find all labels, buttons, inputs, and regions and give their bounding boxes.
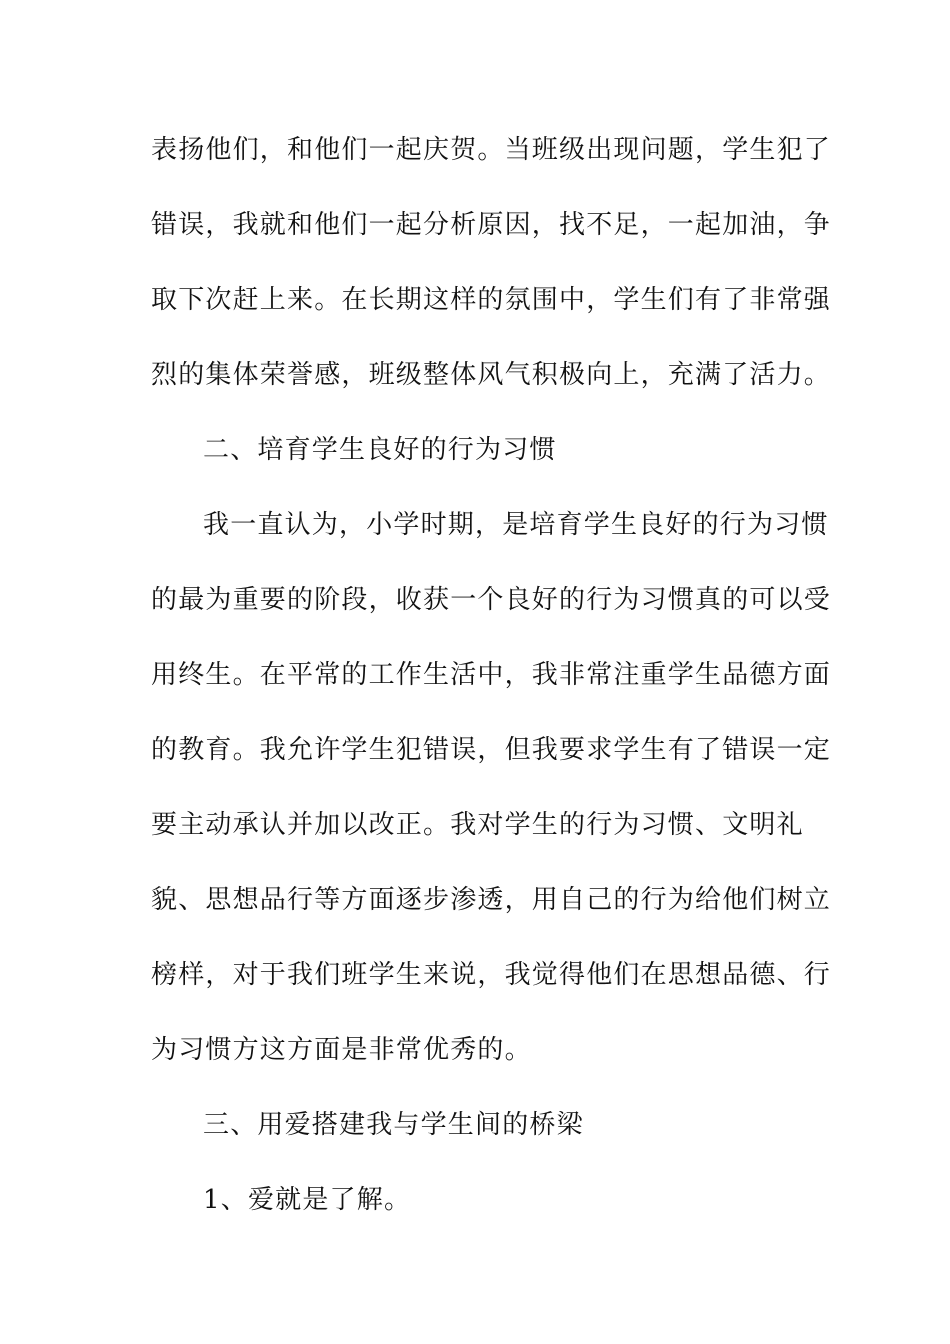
- body-text-line: 用终生。在平常的工作生活中，我非常注重学生品德方面: [151, 660, 832, 690]
- body-text-line: 榜样，对于我们班学生来说，我觉得他们在思想品德、行: [151, 960, 832, 990]
- body-text-line: 烈的集体荣誉感，班级整体风气积极向上，充满了活力。: [151, 360, 832, 390]
- body-text-line: 貌、思想品行等方面逐步渗透，用自己的行为给他们树立: [151, 885, 832, 915]
- body-text-line: 表扬他们，和他们一起庆贺。当班级出现问题，学生犯了: [151, 135, 832, 165]
- body-text-line: 的教育。我允许学生犯错误，但我要求学生有了错误一定: [151, 735, 832, 765]
- body-text-line: 取下次赶上来。在长期这样的氛围中，学生们有了非常强: [151, 285, 832, 315]
- section-heading: 三、用爱搭建我与学生间的桥梁: [203, 1110, 584, 1140]
- body-text-line: 为习惯方这方面是非常优秀的。: [151, 1035, 532, 1065]
- paragraph-first-line: 我一直认为，小学时期，是培育学生良好的行为习惯: [203, 510, 829, 540]
- body-text-line: 要主动承认并加以改正。我对学生的行为习惯、文明礼: [151, 810, 804, 840]
- section-heading: 二、培育学生良好的行为习惯: [203, 435, 557, 465]
- body-text-line: 的最为重要的阶段，收获一个良好的行为习惯真的可以受: [151, 585, 832, 615]
- body-text-line: 错误，我就和他们一起分析原因，找不足，一起加油，争: [151, 210, 832, 240]
- subsection-heading: 1、爱就是了解。: [203, 1185, 412, 1215]
